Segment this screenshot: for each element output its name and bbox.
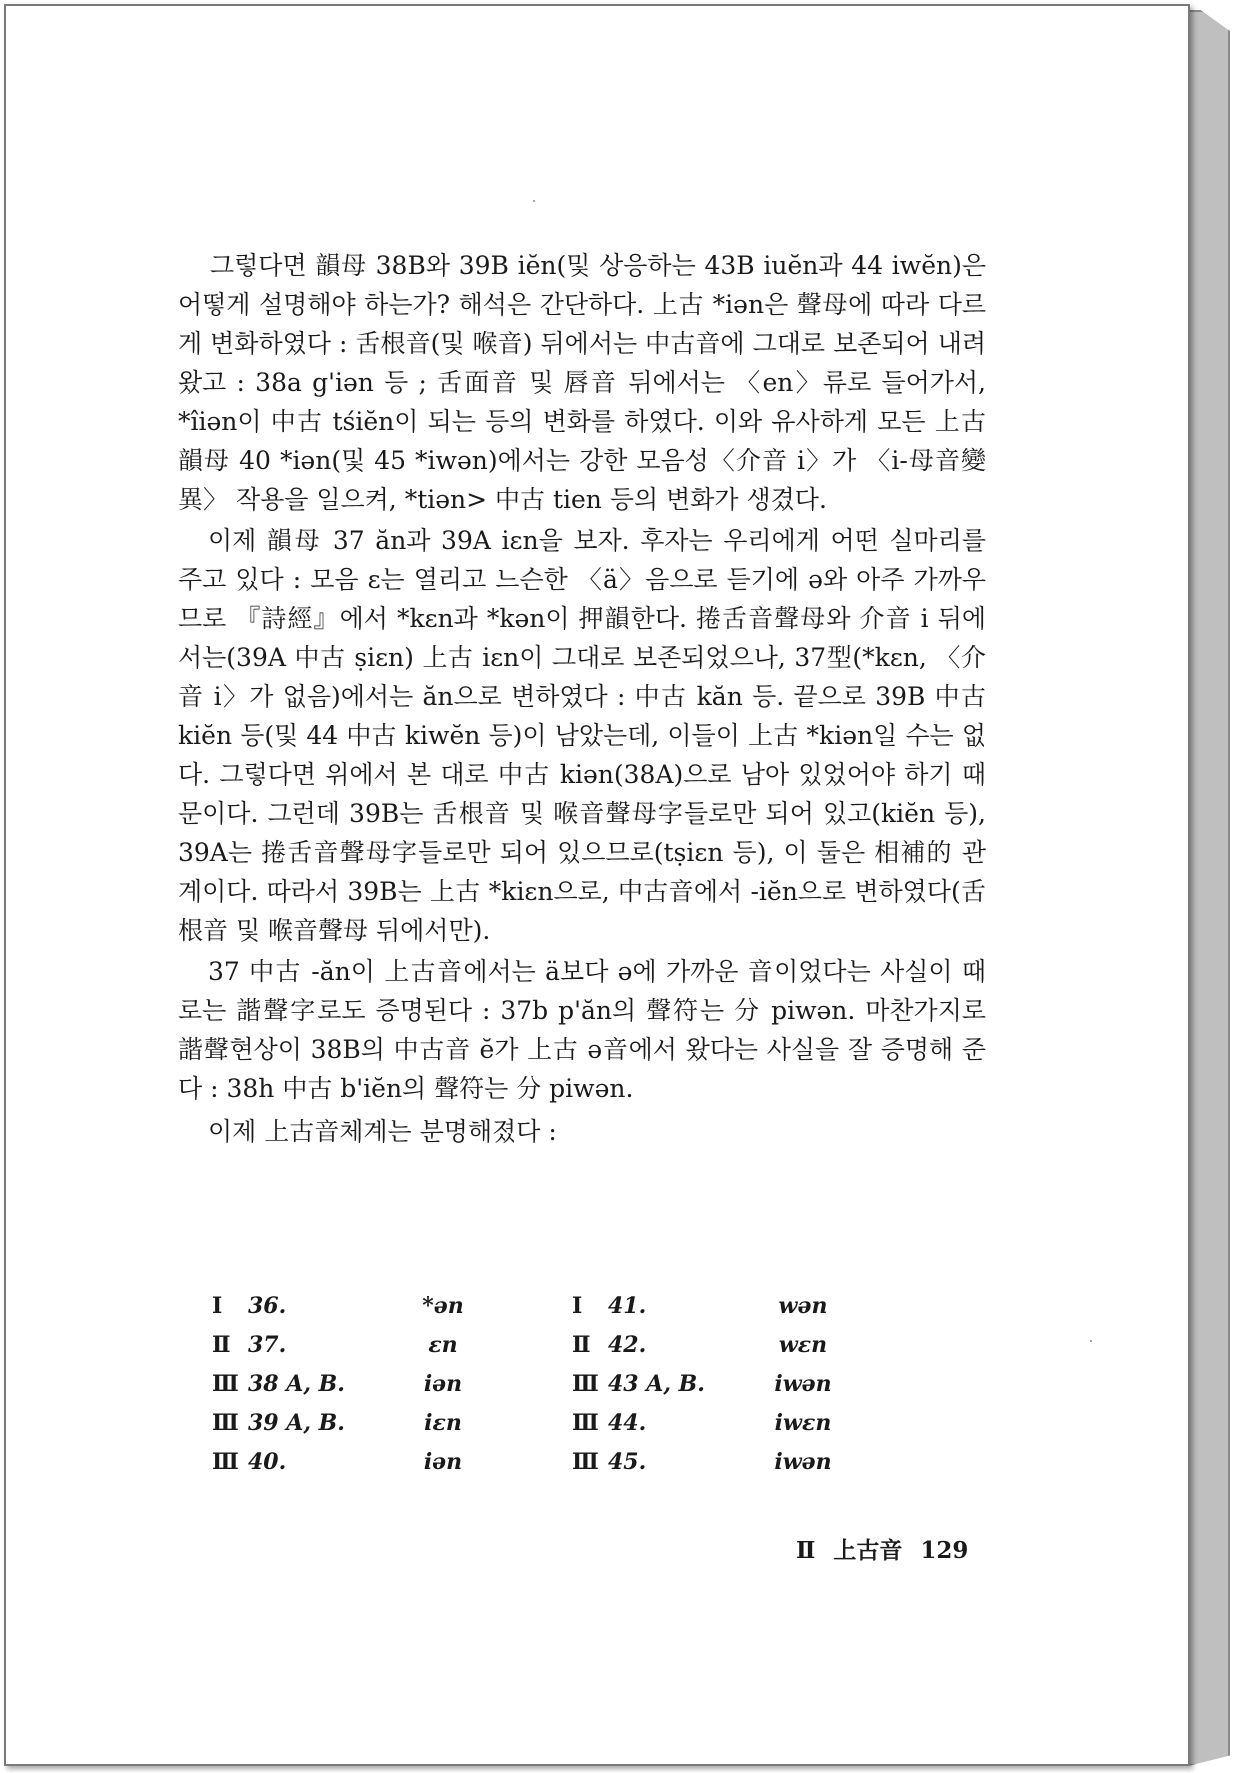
right-rhyme-number: 44. bbox=[608, 1409, 647, 1436]
column-gap bbox=[528, 1325, 572, 1364]
right-division: Ⅱ bbox=[572, 1331, 591, 1358]
left-rhyme-number: 36. bbox=[248, 1292, 287, 1319]
left-reconstruction: *ən bbox=[422, 1292, 464, 1319]
left-division: Ⅰ bbox=[212, 1292, 223, 1319]
left-reconstruction: iɛn bbox=[424, 1409, 462, 1436]
column-gap bbox=[528, 1286, 572, 1325]
paragraph-3: 37 中古 -ăn이 上古音에서는 ä보다 ə에 가까운 音이었다는 사실이 때로는 諧聲字로도 증명된다 : 37b p'ăn의 聲符는 分 piwən. 마찬가지로 諧聲현상이 38B의 中古音 ĕ가 上古 ə音에서 왔다는 사실을 잘 증명해 준다 : 38h 中古 b'iĕn의 聲符는 分 piwən. bbox=[178, 957, 986, 1103]
left-division: Ⅲ bbox=[212, 1370, 239, 1397]
right-rhyme-number: 43 A, B. bbox=[608, 1370, 705, 1397]
finals-table bbox=[212, 1286, 888, 1481]
left-rhyme-number: 38 A, B. bbox=[248, 1370, 345, 1397]
page-stack-edge bbox=[1188, 10, 1230, 1766]
right-reconstruction: iwən bbox=[774, 1448, 832, 1475]
right-division: Ⅲ bbox=[572, 1370, 599, 1397]
right-division: Ⅰ bbox=[572, 1292, 583, 1319]
finals-row bbox=[212, 1364, 888, 1403]
scan-speck bbox=[1090, 1340, 1092, 1342]
left-division: Ⅲ bbox=[212, 1409, 239, 1436]
paragraph-2: 이제 韻母 37 ăn과 39A iɛn을 보자. 후자는 우리에게 어떤 실마리를 주고 있다 : 모음 ɛ는 열리고 느슨한 〈ä〉음으로 듣기에 ə와 아주 가까우므로 『詩經』에서 *kɛn과 *kən이 押韻한다. 捲舌音聲母와 介音 i 뒤에서는(39A 中古 ṣiɛn) 上古 iɛn이 그대로 보존되었으나, 37型(*kɛn, 〈介音 i〉가 없음)에서는 ăn으로 변하였다 : 中古 kăn 등. 끝으로 39B 中古 kiĕn 등(및 44 中古 kiwĕn 등)이 남았는데, 이들이 上古 *kiən일 수는 없다. 그렇다면 위에서 본 대로 中古 kiən(38A)으로 남아 있었어야 하기 때문이다. 그런데 39B는 舌根音 및 喉音聲母字들로만 되어 있고(kiĕn 등), 39A는 捲舌音聲母字들로만 되어 있으므로(tṣiɛn 등), 이 둘은 相補的 관계이다. 따라서 39B는 上古 *kiɛn으로, 中古音에서 -iĕn으로 변하였다(舌根音 및 喉音聲母 뒤에서만). bbox=[178, 526, 986, 945]
left-rhyme-number: 37. bbox=[248, 1331, 287, 1358]
right-rhyme-number: 45. bbox=[608, 1448, 647, 1475]
finals-row bbox=[212, 1442, 888, 1481]
column-gap bbox=[528, 1403, 572, 1442]
right-reconstruction: iwɛn bbox=[774, 1409, 832, 1436]
footer-title: 上古音 bbox=[833, 1537, 903, 1564]
left-reconstruction: iən bbox=[423, 1370, 463, 1397]
right-reconstruction: iwən bbox=[774, 1370, 832, 1397]
right-rhyme-number: 42. bbox=[608, 1331, 647, 1358]
finals-row bbox=[212, 1325, 888, 1364]
footer-section: Ⅱ bbox=[796, 1537, 816, 1564]
column-gap bbox=[528, 1442, 572, 1481]
right-division: Ⅲ bbox=[572, 1448, 599, 1475]
body-text bbox=[178, 246, 986, 1151]
finals-row bbox=[212, 1403, 888, 1442]
paragraph-4: 이제 上古音체계는 분명해졌다 : bbox=[208, 1117, 557, 1146]
column-gap bbox=[528, 1364, 572, 1403]
scan-speck bbox=[533, 200, 535, 202]
left-rhyme-number: 39 A, B. bbox=[248, 1409, 345, 1436]
right-division: Ⅲ bbox=[572, 1409, 599, 1436]
left-reconstruction: iən bbox=[423, 1448, 463, 1475]
left-rhyme-number: 40. bbox=[248, 1448, 287, 1475]
left-division: Ⅲ bbox=[212, 1448, 239, 1475]
right-reconstruction: wən bbox=[778, 1292, 828, 1319]
running-footer bbox=[796, 1532, 978, 1565]
left-division: Ⅱ bbox=[212, 1331, 231, 1358]
left-reconstruction: ɛn bbox=[428, 1331, 458, 1358]
right-reconstruction: wɛn bbox=[778, 1331, 828, 1358]
paragraph-1: 그렇다면 韻母 38B와 39B iĕn(및 상응하는 43B iuĕn과 44 iwĕn)은 어떻게 설명해야 하는가? 해석은 간단하다. 上古 *iən은 聲母에 따라 다르게 변화하였다 : 舌根音(및 喉音) 뒤에서는 中古音에 그대로 보존되어 내려왔고 : 38a g'iən 등 ; 舌面音 및 唇音 뒤에서는 〈en〉류로 들어가서, *îiən이 中古 tśiĕn이 되는 등의 변화를 하였다. 이와 유사하게 모든 上古韻母 40 *iən(및 45 *iwən)에서는 강한 모음성〈介音 i〉가 〈i-母音變異〉 작용을 일으켜, *tiən> 中古 tien 등의 변화가 생겼다. bbox=[178, 251, 986, 514]
page-number: 129 bbox=[920, 1537, 969, 1564]
right-rhyme-number: 41. bbox=[608, 1292, 647, 1319]
finals-row bbox=[212, 1286, 888, 1325]
